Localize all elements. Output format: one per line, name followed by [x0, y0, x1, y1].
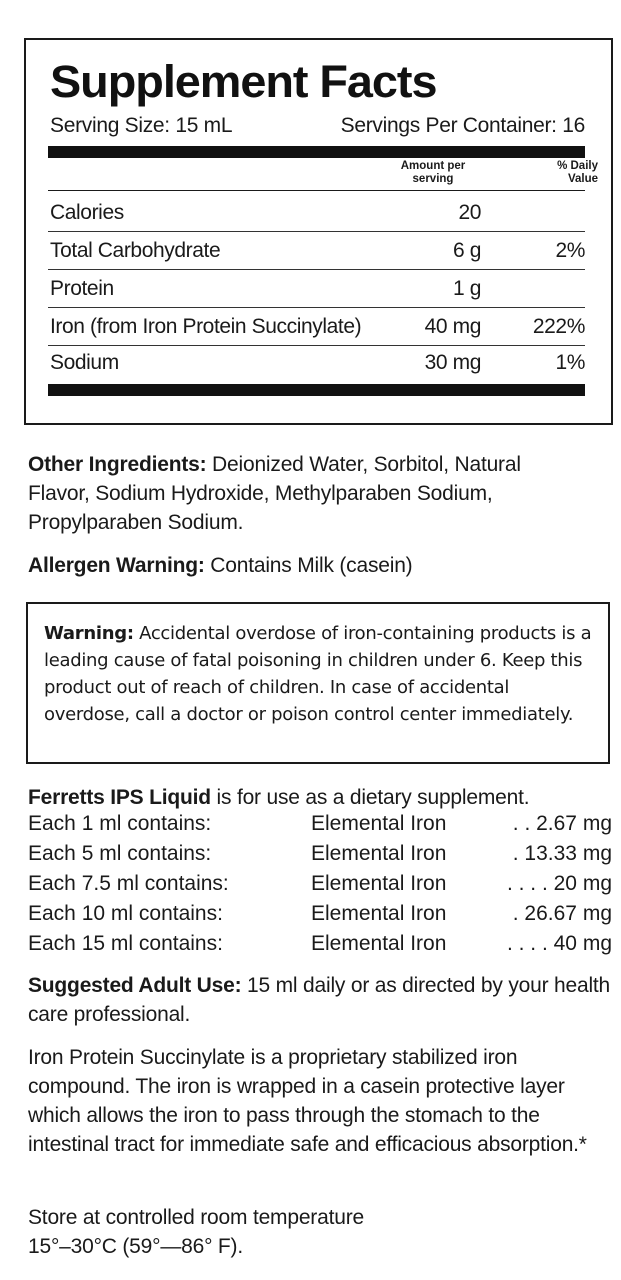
nutrient-row-iron	[48, 308, 585, 346]
nutrient-name: Calories	[50, 201, 124, 224]
nutrient-amount: 30 mg	[424, 351, 481, 374]
warning-text	[44, 620, 600, 728]
other-ingredients-label: Other Ingredients:	[28, 453, 207, 476]
amount-per-serving-header: Amount per serving	[400, 160, 466, 185]
table-row	[28, 872, 612, 902]
contains-label: Each 15 ml contains:	[28, 932, 223, 955]
storage-line-2: 15°–30°C (59°—86° F).	[28, 1235, 243, 1258]
storage-instructions	[28, 1203, 588, 1261]
suggested-use	[28, 971, 612, 1029]
bottom-divider-bar	[48, 384, 585, 396]
contains-amount: . 26.67 mg	[512, 902, 612, 925]
nutrient-name: Total Carbohydrate	[50, 239, 221, 262]
suggested-use-text: 15 ml daily or as directed by your health care professional.	[28, 974, 611, 1026]
top-divider-bar	[48, 146, 585, 158]
nutrient-amount: 1 g	[453, 277, 481, 300]
nutrient-dv: 222%	[532, 315, 585, 338]
contains-amount: . . . . 20 mg	[506, 872, 612, 895]
product-statement	[28, 783, 618, 812]
allergen-text: Contains Milk (casein)	[204, 554, 413, 577]
nutrient-dv: 2%	[555, 239, 585, 262]
warning-body: Accidental overdose of iron-containing products is a leading cause of fatal poisoning in children under 6. Keep this product out of reach of children. In case of accidental overdose, call a doctor or poison control center immediately.	[44, 623, 592, 725]
description: Iron Protein Succinylate is a proprietary stabilized iron compound. The iron is wrapped in a casein protective layer which allows the iron to pass through the stomach to the intestinal tract for immediate safe and efficacious absorption.*	[28, 1046, 587, 1156]
nutrient-row-carbohydrate	[48, 232, 585, 270]
nutrient-name: Iron (from Iron Protein Succinylate)	[50, 315, 362, 338]
contains-iron: Elemental Iron	[311, 812, 447, 835]
nutrient-name: Protein	[50, 277, 114, 300]
header-divider	[48, 190, 585, 191]
other-ingredients	[28, 450, 588, 537]
table-row	[28, 812, 612, 842]
nutrient-amount: 40 mg	[424, 315, 481, 338]
nutrient-row-sodium	[48, 344, 585, 382]
contains-label: Each 5 ml contains:	[28, 842, 212, 865]
allergen-label: Allergen Warning:	[28, 554, 205, 577]
storage-line-1: Store at controlled room temperature	[28, 1206, 364, 1229]
daily-value-header: % Daily Value	[557, 160, 598, 185]
contains-iron: Elemental Iron	[311, 902, 447, 925]
nutrient-row-protein	[48, 270, 585, 308]
nutrient-row-calories	[48, 194, 585, 232]
nutrient-name: Sodium	[50, 351, 119, 374]
contains-label: Each 10 ml contains:	[28, 902, 223, 925]
contains-amount: . 13.33 mg	[512, 842, 612, 865]
table-row	[28, 902, 612, 932]
table-row	[28, 932, 612, 962]
warning-box	[26, 602, 610, 764]
contains-amount: . . . . 40 mg	[506, 932, 612, 955]
other-ingredients-text: Deionized Water, Sorbitol, Natural Flavor, Sodium Hydroxide, Methylparaben Sodium, Propylparaben Sodium.	[28, 453, 521, 534]
suggested-use-label: Suggested Adult Use:	[28, 974, 242, 997]
serving-info	[50, 114, 585, 138]
product-text: is for use as a dietary supplement.	[210, 786, 530, 809]
servings-per-container: Servings Per Container: 16	[340, 114, 585, 137]
product-name: Ferretts IPS Liquid	[28, 786, 211, 809]
serving-size: Serving Size: 15 mL	[50, 114, 233, 137]
table-row	[28, 842, 612, 872]
contains-iron: Elemental Iron	[311, 932, 447, 955]
nutrient-amount: 20	[458, 201, 481, 224]
contains-label: Each 7.5 ml contains:	[28, 872, 229, 895]
supplement-facts-panel	[24, 38, 613, 425]
contains-label: Each 1 ml contains:	[28, 812, 212, 835]
contains-iron: Elemental Iron	[311, 842, 447, 865]
contains-amount: . . 2.67 mg	[512, 812, 612, 835]
nutrient-amount: 6 g	[453, 239, 481, 262]
allergen-warning	[28, 551, 608, 580]
supplement-facts-title: Supplement Facts	[50, 56, 437, 107]
contains-iron: Elemental Iron	[311, 872, 447, 895]
iron-content-table	[28, 812, 612, 962]
nutrient-dv: 1%	[555, 351, 585, 374]
warning-label: Warning:	[44, 623, 134, 644]
